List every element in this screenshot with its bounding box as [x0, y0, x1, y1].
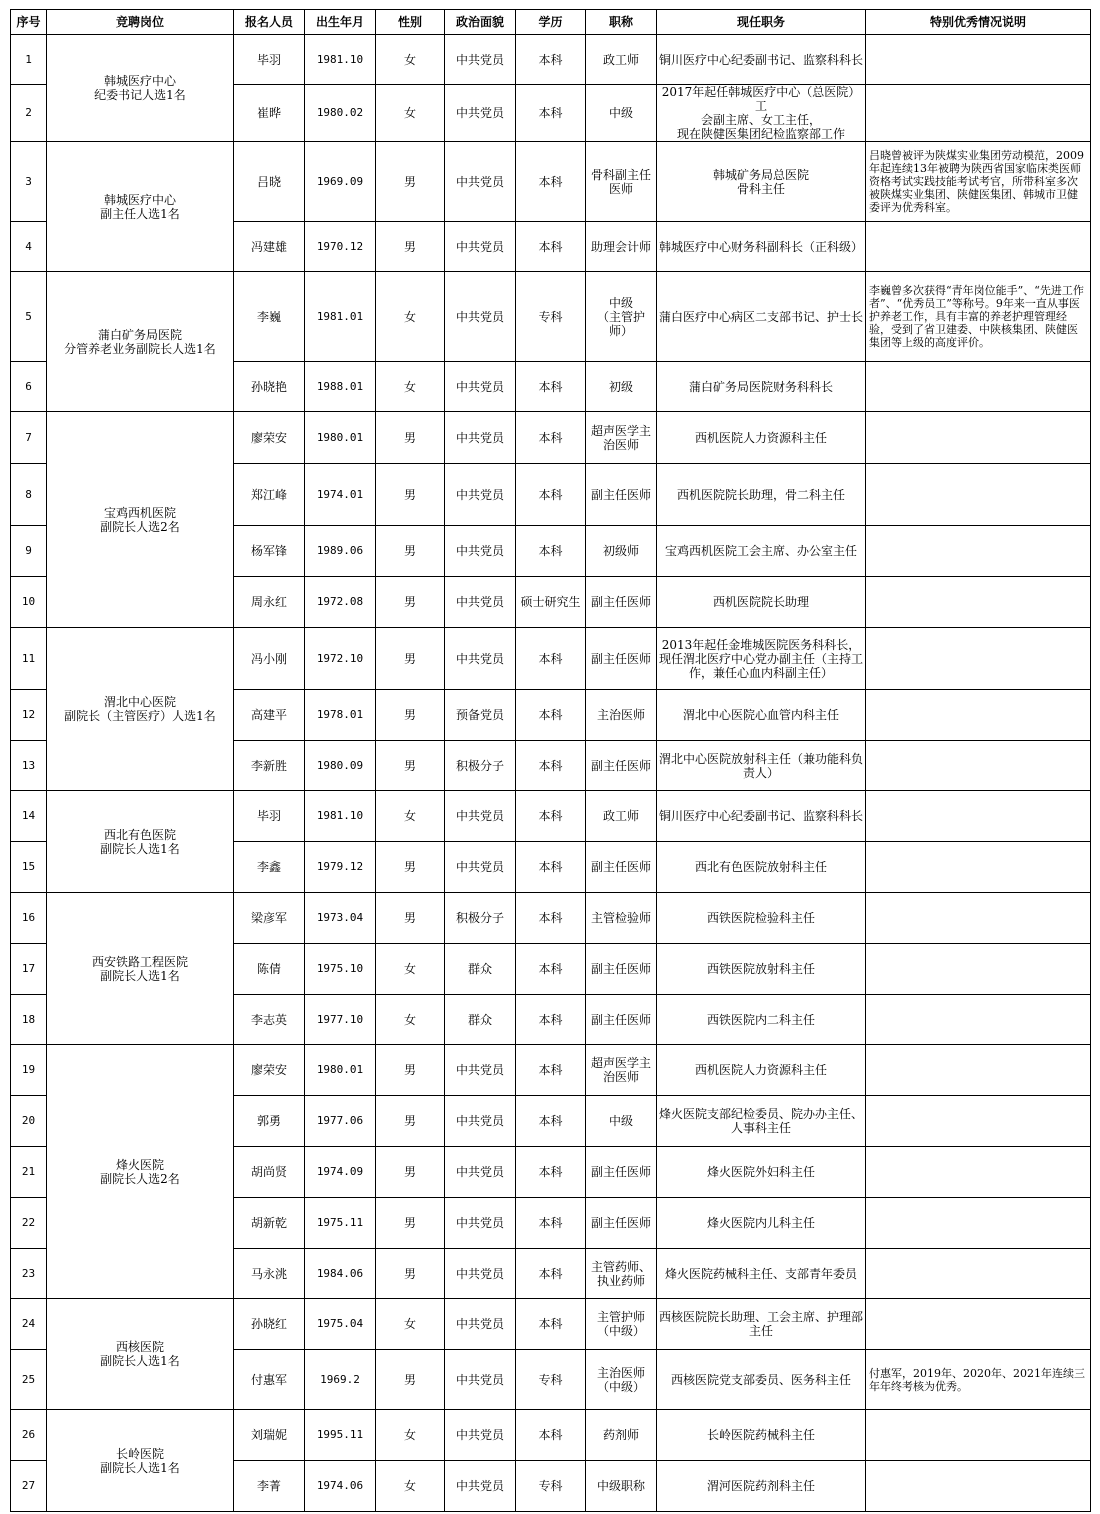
name-cell: 杨军锋: [234, 526, 305, 577]
idx-cell: 3: [11, 142, 47, 222]
education-cell: 本科: [516, 741, 586, 791]
table-row: [11, 1299, 1091, 1350]
education-cell: 专科: [516, 272, 586, 362]
duty-cell: 烽火医院内儿科主任: [657, 1198, 866, 1249]
gender-cell: 女: [376, 35, 445, 85]
name-cell: 廖荣安: [234, 1045, 305, 1096]
idx-cell: 4: [11, 222, 47, 272]
education-cell: 专科: [516, 1461, 586, 1512]
title-cell: 副主任医师: [586, 842, 657, 893]
party-cell: 积极分子: [445, 741, 516, 791]
birth-cell: 1969.2: [305, 1350, 376, 1410]
name-cell: 李巍: [234, 272, 305, 362]
name-cell: 陈倩: [234, 944, 305, 995]
notes-cell: [866, 577, 1091, 628]
position-cell: 韩城医疗中心 纪委书记人选1名: [47, 35, 234, 142]
party-cell: 中共党员: [445, 1410, 516, 1461]
notes-cell: [866, 1147, 1091, 1198]
idx-cell: 9: [11, 526, 47, 577]
idx-cell: 17: [11, 944, 47, 995]
name-cell: 孙晓红: [234, 1299, 305, 1350]
education-cell: 本科: [516, 893, 586, 944]
party-cell: 中共党员: [445, 35, 516, 85]
party-cell: 群众: [445, 944, 516, 995]
birth-cell: 1977.06: [305, 1096, 376, 1147]
party-cell: 中共党员: [445, 842, 516, 893]
title-cell: 中级职称: [586, 1461, 657, 1512]
name-cell: 梁彦军: [234, 893, 305, 944]
name-cell: 李志英: [234, 995, 305, 1045]
gender-cell: 男: [376, 1096, 445, 1147]
education-cell: 本科: [516, 412, 586, 464]
party-cell: 中共党员: [445, 577, 516, 628]
gender-cell: 女: [376, 362, 445, 412]
birth-cell: 1981.10: [305, 35, 376, 85]
duty-cell: 西核医院院长助理、工会主席、护理部 主任: [657, 1299, 866, 1350]
education-cell: 本科: [516, 1045, 586, 1096]
notes-cell: [866, 464, 1091, 526]
education-cell: 本科: [516, 1249, 586, 1299]
party-cell: 中共党员: [445, 1350, 516, 1410]
gender-cell: 男: [376, 526, 445, 577]
party-cell: 中共党员: [445, 412, 516, 464]
gender-cell: 男: [376, 628, 445, 690]
notes-cell: [866, 741, 1091, 791]
header-cell: 性别: [376, 10, 445, 35]
idx-cell: 8: [11, 464, 47, 526]
party-cell: 中共党员: [445, 85, 516, 142]
title-cell: 初级师: [586, 526, 657, 577]
birth-cell: 1974.09: [305, 1147, 376, 1198]
name-cell: 孙晓艳: [234, 362, 305, 412]
education-cell: 本科: [516, 1410, 586, 1461]
birth-cell: 1988.01: [305, 362, 376, 412]
title-cell: 超声医学主 治医师: [586, 1045, 657, 1096]
birth-cell: 1978.01: [305, 690, 376, 741]
idx-cell: 1: [11, 35, 47, 85]
idx-cell: 19: [11, 1045, 47, 1096]
duty-cell: 韩城医疗中心财务科副科长（正科级）: [657, 222, 866, 272]
name-cell: 毕羽: [234, 35, 305, 85]
title-cell: 主管药师、 执业药师: [586, 1249, 657, 1299]
party-cell: 中共党员: [445, 272, 516, 362]
duty-cell: 烽火医院药械科主任、支部青年委员: [657, 1249, 866, 1299]
position-cell: 渭北中心医院 副院长（主管医疗）人选1名: [47, 628, 234, 791]
table-row: [11, 1410, 1091, 1461]
birth-cell: 1989.06: [305, 526, 376, 577]
name-cell: 李菁: [234, 1461, 305, 1512]
education-cell: 本科: [516, 842, 586, 893]
duty-cell: 渭北中心医院心血管内科主任: [657, 690, 866, 741]
party-cell: 中共党员: [445, 142, 516, 222]
education-cell: 本科: [516, 690, 586, 741]
gender-cell: 男: [376, 222, 445, 272]
party-cell: 积极分子: [445, 893, 516, 944]
gender-cell: 女: [376, 1299, 445, 1350]
party-cell: 中共党员: [445, 1096, 516, 1147]
gender-cell: 男: [376, 1045, 445, 1096]
education-cell: 硕士研究生: [516, 577, 586, 628]
birth-cell: 1974.01: [305, 464, 376, 526]
position-cell: 西核医院 副院长人选1名: [47, 1299, 234, 1410]
notes-cell: [866, 222, 1091, 272]
position-cell: 烽火医院 副院长人选2名: [47, 1045, 234, 1299]
gender-cell: 女: [376, 85, 445, 142]
notes-cell: [866, 1461, 1091, 1512]
idx-cell: 22: [11, 1198, 47, 1249]
education-cell: 本科: [516, 791, 586, 842]
gender-cell: 女: [376, 995, 445, 1045]
birth-cell: 1977.10: [305, 995, 376, 1045]
notes-cell: [866, 690, 1091, 741]
gender-cell: 女: [376, 1410, 445, 1461]
idx-cell: 20: [11, 1096, 47, 1147]
position-cell: 宝鸡西机医院 副院长人选2名: [47, 412, 234, 628]
duty-cell: 长岭医院药械科主任: [657, 1410, 866, 1461]
notes-cell: [866, 1249, 1091, 1299]
duty-cell: 西铁医院内二科主任: [657, 995, 866, 1045]
table-row: [11, 628, 1091, 690]
birth-cell: 1970.12: [305, 222, 376, 272]
gender-cell: 男: [376, 1249, 445, 1299]
gender-cell: 女: [376, 791, 445, 842]
idx-cell: 26: [11, 1410, 47, 1461]
gender-cell: 男: [376, 690, 445, 741]
candidate-table: [10, 9, 1091, 1512]
education-cell: 本科: [516, 1299, 586, 1350]
education-cell: 本科: [516, 35, 586, 85]
idx-cell: 2: [11, 85, 47, 142]
table-row: [11, 35, 1091, 85]
party-cell: 中共党员: [445, 1299, 516, 1350]
title-cell: 中级: [586, 85, 657, 142]
name-cell: 付惠军: [234, 1350, 305, 1410]
party-cell: 中共党员: [445, 1045, 516, 1096]
header-cell: 现任职务: [657, 10, 866, 35]
duty-cell: 西铁医院检验科主任: [657, 893, 866, 944]
education-cell: 本科: [516, 1147, 586, 1198]
gender-cell: 男: [376, 842, 445, 893]
title-cell: 中级: [586, 1096, 657, 1147]
duty-cell: 韩城矿务局总医院 骨科主任: [657, 142, 866, 222]
name-cell: 马永洮: [234, 1249, 305, 1299]
notes-cell: [866, 35, 1091, 85]
name-cell: 廖荣安: [234, 412, 305, 464]
party-cell: 中共党员: [445, 1249, 516, 1299]
gender-cell: 男: [376, 1198, 445, 1249]
idx-cell: 13: [11, 741, 47, 791]
title-cell: 中级 （主管护 师）: [586, 272, 657, 362]
title-cell: 副主任医师: [586, 944, 657, 995]
birth-cell: 1981.01: [305, 272, 376, 362]
notes-cell: 吕晓曾被评为陕煤实业集团劳动模范，2009年起连续13年被聘为陕西省国家临床类医师资格考试实践技能考试考官，所带科室多次被陕煤实业集团、陕健医集团、韩城市卫健委评为优秀科室。: [866, 142, 1091, 222]
name-cell: 郑江峰: [234, 464, 305, 526]
name-cell: 毕羽: [234, 791, 305, 842]
title-cell: 助理会计师: [586, 222, 657, 272]
duty-cell: 蒲白矿务局医院财务科科长: [657, 362, 866, 412]
birth-cell: 1980.09: [305, 741, 376, 791]
notes-cell: [866, 995, 1091, 1045]
table-row: [11, 142, 1091, 222]
gender-cell: 男: [376, 741, 445, 791]
title-cell: 政工师: [586, 791, 657, 842]
gender-cell: 女: [376, 272, 445, 362]
birth-cell: 1995.11: [305, 1410, 376, 1461]
header-cell: 政治面貌: [445, 10, 516, 35]
header-cell: 出生年月: [305, 10, 376, 35]
position-cell: 长岭医院 副院长人选1名: [47, 1410, 234, 1512]
header-cell: 序号: [11, 10, 47, 35]
education-cell: 本科: [516, 995, 586, 1045]
idx-cell: 7: [11, 412, 47, 464]
notes-cell: [866, 628, 1091, 690]
party-cell: 中共党员: [445, 628, 516, 690]
name-cell: 胡尚贤: [234, 1147, 305, 1198]
duty-cell: 西机医院人力资源科主任: [657, 412, 866, 464]
idx-cell: 27: [11, 1461, 47, 1512]
birth-cell: 1969.09: [305, 142, 376, 222]
title-cell: 副主任医师: [586, 577, 657, 628]
gender-cell: 男: [376, 577, 445, 628]
duty-cell: 宝鸡西机医院工会主席、办公室主任: [657, 526, 866, 577]
idx-cell: 24: [11, 1299, 47, 1350]
idx-cell: 15: [11, 842, 47, 893]
notes-cell: [866, 526, 1091, 577]
table-body: [11, 35, 1091, 1512]
idx-cell: 6: [11, 362, 47, 412]
notes-cell: [866, 842, 1091, 893]
party-cell: 中共党员: [445, 1147, 516, 1198]
notes-cell: [866, 944, 1091, 995]
title-cell: 副主任医师: [586, 628, 657, 690]
idx-cell: 18: [11, 995, 47, 1045]
name-cell: 冯小刚: [234, 628, 305, 690]
title-cell: 骨科副主任 医师: [586, 142, 657, 222]
idx-cell: 11: [11, 628, 47, 690]
idx-cell: 10: [11, 577, 47, 628]
gender-cell: 男: [376, 893, 445, 944]
duty-cell: 铜川医疗中心纪委副书记、监察科科长: [657, 35, 866, 85]
duty-cell: 西机医院人力资源科主任: [657, 1045, 866, 1096]
header-cell: 职称: [586, 10, 657, 35]
birth-cell: 1980.02: [305, 85, 376, 142]
title-cell: 初级: [586, 362, 657, 412]
idx-cell: 12: [11, 690, 47, 741]
duty-cell: 2017年起任韩城医疗中心（总医院）工 会副主席、女工主任， 现在陕健医集团纪检监察部工作: [657, 85, 866, 142]
idx-cell: 23: [11, 1249, 47, 1299]
birth-cell: 1972.08: [305, 577, 376, 628]
name-cell: 胡新乾: [234, 1198, 305, 1249]
duty-cell: 西机医院院长助理: [657, 577, 866, 628]
birth-cell: 1979.12: [305, 842, 376, 893]
duty-cell: 渭河医院药剂科主任: [657, 1461, 866, 1512]
title-cell: 副主任医师: [586, 1198, 657, 1249]
name-cell: 冯建雄: [234, 222, 305, 272]
notes-cell: [866, 1299, 1091, 1350]
title-cell: 副主任医师: [586, 741, 657, 791]
title-cell: 政工师: [586, 35, 657, 85]
duty-cell: 2013年起任金堆城医院医务科科长， 现任渭北医疗中心党办副主任（主持工 作，兼任心血内科副主任）: [657, 628, 866, 690]
title-cell: 药剂师: [586, 1410, 657, 1461]
duty-cell: 蒲白医疗中心病区二支部书记、护士长: [657, 272, 866, 362]
name-cell: 刘瑞妮: [234, 1410, 305, 1461]
party-cell: 预备党员: [445, 690, 516, 741]
notes-cell: [866, 412, 1091, 464]
position-cell: 西北有色医院 副院长人选1名: [47, 791, 234, 893]
education-cell: 本科: [516, 362, 586, 412]
education-cell: 本科: [516, 526, 586, 577]
education-cell: 专科: [516, 1350, 586, 1410]
education-cell: 本科: [516, 1096, 586, 1147]
gender-cell: 男: [376, 1350, 445, 1410]
birth-cell: 1974.06: [305, 1461, 376, 1512]
name-cell: 高建平: [234, 690, 305, 741]
duty-cell: 西机医院院长助理，骨二科主任: [657, 464, 866, 526]
birth-cell: 1973.04: [305, 893, 376, 944]
birth-cell: 1980.01: [305, 1045, 376, 1096]
title-cell: 副主任医师: [586, 464, 657, 526]
education-cell: 本科: [516, 85, 586, 142]
birth-cell: 1984.06: [305, 1249, 376, 1299]
party-cell: 群众: [445, 995, 516, 1045]
education-cell: 本科: [516, 142, 586, 222]
duty-cell: 烽火医院支部纪检委员、院办办主任、 人事科主任: [657, 1096, 866, 1147]
position-cell: 韩城医疗中心 副主任人选1名: [47, 142, 234, 272]
header-cell: 特别优秀情况说明: [866, 10, 1091, 35]
notes-cell: [866, 85, 1091, 142]
gender-cell: 男: [376, 464, 445, 526]
birth-cell: 1972.10: [305, 628, 376, 690]
idx-cell: 16: [11, 893, 47, 944]
title-cell: 副主任医师: [586, 995, 657, 1045]
education-cell: 本科: [516, 628, 586, 690]
gender-cell: 女: [376, 1461, 445, 1512]
idx-cell: 14: [11, 791, 47, 842]
gender-cell: 女: [376, 944, 445, 995]
header-cell: 报名人员: [234, 10, 305, 35]
duty-cell: 铜川医疗中心纪委副书记、监察科科长: [657, 791, 866, 842]
education-cell: 本科: [516, 464, 586, 526]
party-cell: 中共党员: [445, 222, 516, 272]
name-cell: 李鑫: [234, 842, 305, 893]
gender-cell: 男: [376, 1147, 445, 1198]
education-cell: 本科: [516, 1198, 586, 1249]
birth-cell: 1975.10: [305, 944, 376, 995]
title-cell: 主治医师 （中级）: [586, 1350, 657, 1410]
notes-cell: [866, 1410, 1091, 1461]
notes-cell: 付惠军，2019年、2020年、2021年连续三年年终考核为优秀。: [866, 1350, 1091, 1410]
gender-cell: 男: [376, 412, 445, 464]
title-cell: 主管检验师: [586, 893, 657, 944]
notes-cell: 李巍曾多次获得“青年岗位能手”、“先进工作者”、“优秀员工”等称号。9年来一直从事医护养老工作，具有丰富的养老护理管理经验，受到了省卫建委、中陕核集团、陕健医集团等上级的高度评价。: [866, 272, 1091, 362]
title-cell: 主治医师: [586, 690, 657, 741]
header-cell: 学历: [516, 10, 586, 35]
position-cell: 西安铁路工程医院 副院长人选1名: [47, 893, 234, 1045]
party-cell: 中共党员: [445, 791, 516, 842]
party-cell: 中共党员: [445, 1461, 516, 1512]
notes-cell: [866, 893, 1091, 944]
table-row: [11, 1045, 1091, 1096]
party-cell: 中共党员: [445, 362, 516, 412]
idx-cell: 21: [11, 1147, 47, 1198]
table-row: [11, 272, 1091, 362]
notes-cell: [866, 1096, 1091, 1147]
title-cell: 超声医学主 治医师: [586, 412, 657, 464]
duty-cell: 西铁医院放射科主任: [657, 944, 866, 995]
duty-cell: 西核医院党支部委员、医务科主任: [657, 1350, 866, 1410]
notes-cell: [866, 1045, 1091, 1096]
name-cell: 吕晓: [234, 142, 305, 222]
name-cell: 郭勇: [234, 1096, 305, 1147]
party-cell: 中共党员: [445, 1198, 516, 1249]
duty-cell: 渭北中心医院放射科主任（兼功能科负 责人）: [657, 741, 866, 791]
duty-cell: 西北有色医院放射科主任: [657, 842, 866, 893]
party-cell: 中共党员: [445, 464, 516, 526]
idx-cell: 5: [11, 272, 47, 362]
position-cell: 蒲白矿务局医院 分管养老业务副院长人选1名: [47, 272, 234, 412]
header-row: [11, 10, 1091, 35]
birth-cell: 1975.04: [305, 1299, 376, 1350]
birth-cell: 1981.10: [305, 791, 376, 842]
education-cell: 本科: [516, 222, 586, 272]
table-row: [11, 893, 1091, 944]
birth-cell: 1975.11: [305, 1198, 376, 1249]
header-cell: 竞聘岗位: [47, 10, 234, 35]
name-cell: 崔晔: [234, 85, 305, 142]
birth-cell: 1980.01: [305, 412, 376, 464]
education-cell: 本科: [516, 944, 586, 995]
notes-cell: [866, 362, 1091, 412]
idx-cell: 25: [11, 1350, 47, 1410]
name-cell: 周永红: [234, 577, 305, 628]
gender-cell: 男: [376, 142, 445, 222]
name-cell: 李新胜: [234, 741, 305, 791]
party-cell: 中共党员: [445, 526, 516, 577]
duty-cell: 烽火医院外妇科主任: [657, 1147, 866, 1198]
notes-cell: [866, 1198, 1091, 1249]
table-row: [11, 791, 1091, 842]
notes-cell: [866, 791, 1091, 842]
table-row: [11, 412, 1091, 464]
title-cell: 副主任医师: [586, 1147, 657, 1198]
title-cell: 主管护师 （中级）: [586, 1299, 657, 1350]
